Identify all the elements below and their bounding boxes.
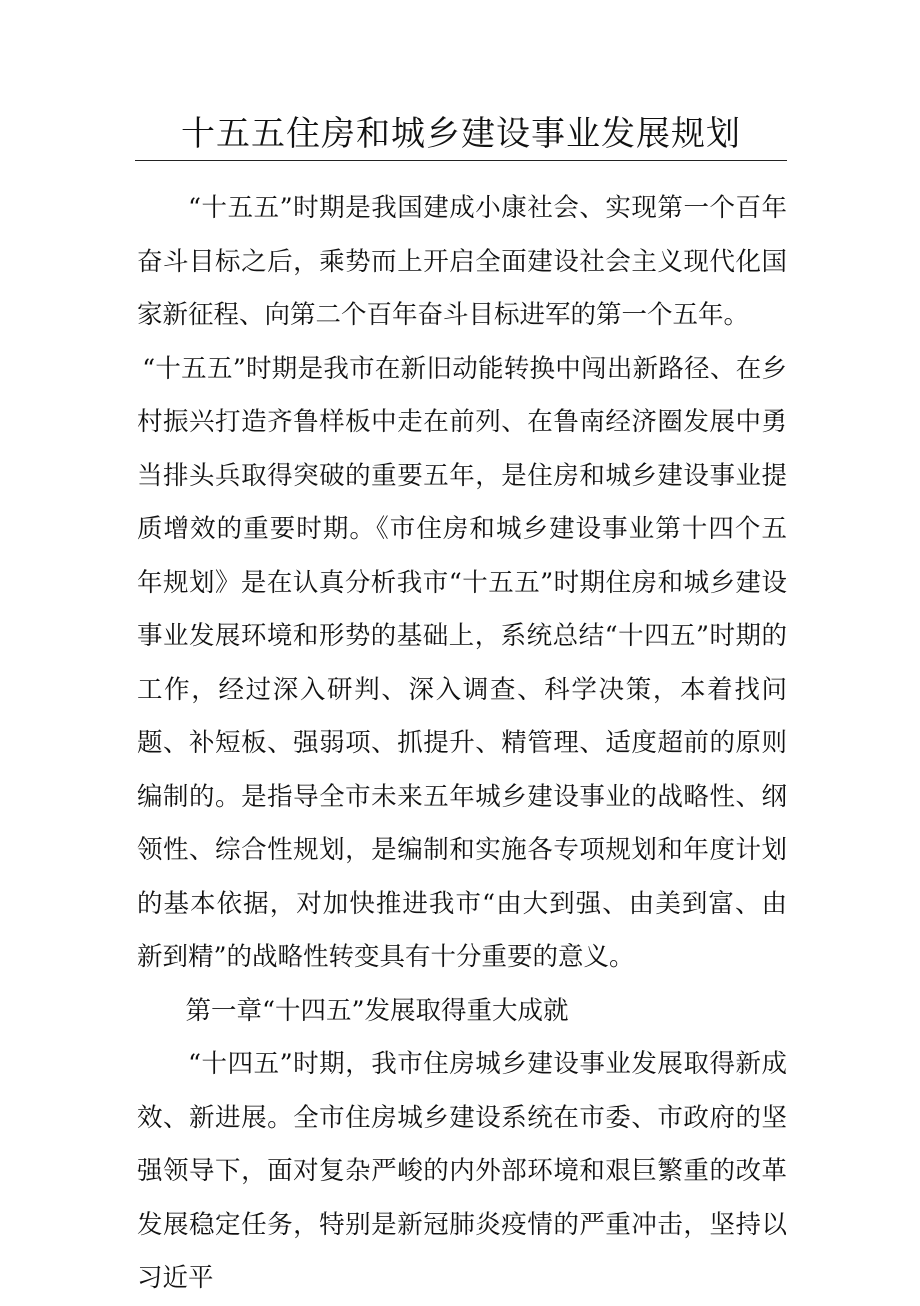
paragraph-intro: “十五五”时期是我国建成小康社会、实现第一个百年奋斗目标之后，乘势而上开启全面建设社会主义现代化国家新征程、向第二个百年奋斗目标进军的第一个五年。 (137, 193, 787, 330)
document-title: 十五五住房和城乡建设事业发展规划 (181, 114, 741, 154)
document-body (137, 182, 787, 1306)
title-block (135, 112, 787, 161)
chapter-heading: 第一章“十四五”发展取得重大成就 (185, 995, 569, 1026)
paragraph-overview: “十五五”时期是我市在新旧动能转换中闯出新路径、在乡村振兴打造齐鲁样板中走在前列、在鲁南经济圈发展中勇当排头兵取得突破的重要五年，是住房和城乡建设事业提质增效的重要时期。《市住房和城乡建设事业第十四个五年规划》是在认真分析我市“十五五”时期住房和城乡建设事业发展环境和形势的基础上，系统总结“十四五”时期的工作，经过深入研判、深入调查、科学决策，本着找问题、补短板、强弱项、抓提升、精管理、适度超前的原则编制的。是指导全市未来五年城乡建设事业的战略性、纲领性、综合性规划，是编制和实施各专项规划和年度计划的基本依据，对加快推进我市“由大到强、由美到富、由新到精”的战略性转变具有十分重要的意义。 (137, 353, 787, 972)
paragraph-chapter-one: “十四五”时期，我市住房城乡建设事业发展取得新成效、新进展。全市住房城乡建设系统在市委、市政府的坚强领导下，面对复杂严峻的内外部环境和艰巨繁重的改革发展稳定任务，特别是新冠肺炎疫情的严重冲击，坚持以习近平 (137, 1049, 787, 1293)
